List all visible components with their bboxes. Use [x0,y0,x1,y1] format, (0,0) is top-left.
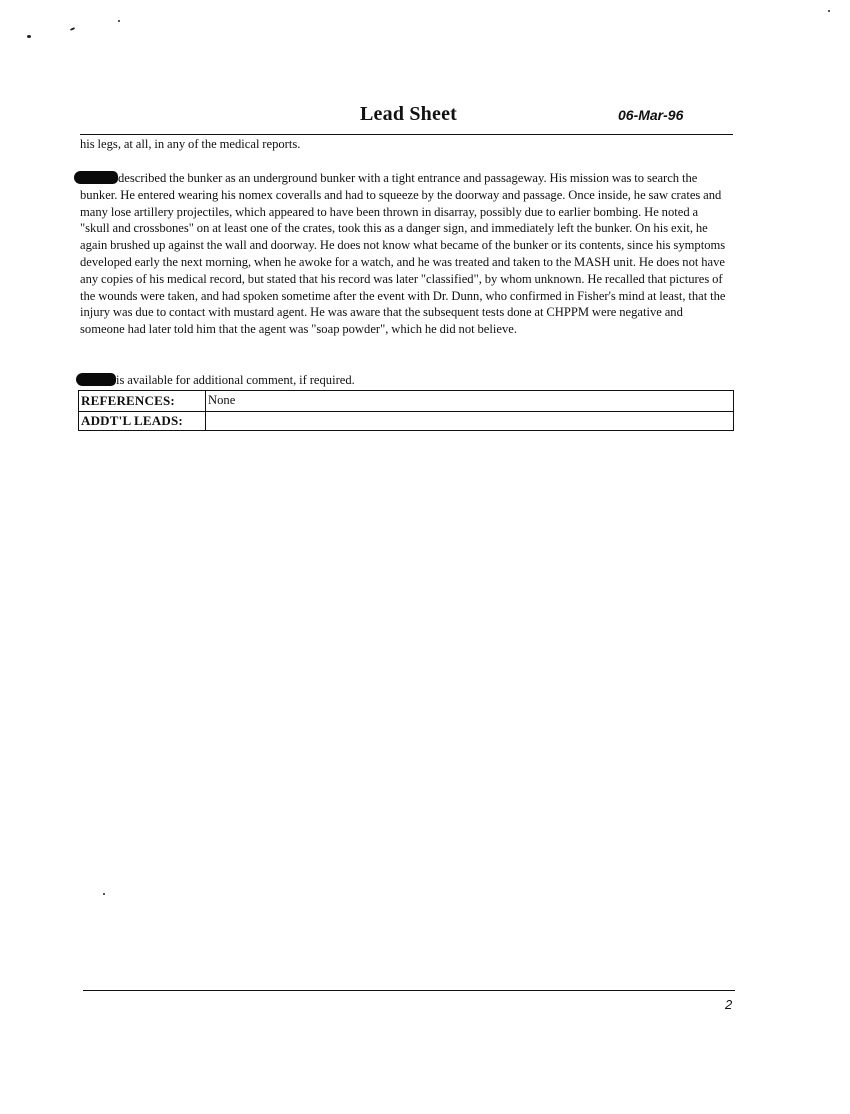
continuation-text: his legs, at all, in any of the medical reports. [80,137,301,151]
availability-text: is available for additional comment, if required. [116,373,355,387]
scan-speck [828,10,830,12]
references-value: None [208,393,236,407]
additional-leads-label: ADDT'L LEADS: [81,413,183,428]
references-label: REFERENCES: [81,393,175,408]
header-date: 06-Mar-96 [618,107,684,123]
main-paragraph [80,170,730,338]
main-paragraph-text: described the bunker as an underground bunker with a tight entrance and passageway. His mission was to search the bunker. He entered wearing his nomex coveralls and had to squeeze by the doorway and passage. Once inside, he saw crates and many lose artillery projectiles, which appeared to have been thrown in disarray, possibly due to earlier bombing. He noted a "skull and crossbones" on at least one of the crates, took this as a danger sign, and immediately left the bunker. On his exit, he again brushed up against the wall and doorway. He does not know what became of the bunker or its contents, since his symptoms developed early the next morning, when he awoke for a watch, and he was treated and taken to the MASH unit. He does not have any copies of his medical record, but stated that his record was later "classified", by whom unknown. He recalled that pictures of the wounds were taken, and had spoken sometime after the event with Dr. Dunn, who confirmed in Fisher's mind at least, that the injury was due to contact with mustard agent. He was aware that the subsequent tests done at CHPPM were negative and someone had later told him that the agent was "soap powder", which he did not believe. [80,171,726,337]
additional-leads-row [79,411,733,431]
redaction-mark [74,171,118,184]
availability-paragraph [80,372,730,389]
page-header [80,100,733,135]
references-table [78,390,734,431]
footer-rule [83,990,735,991]
table-column-divider [205,391,206,430]
scan-speck [103,893,105,895]
redaction-mark [76,373,116,386]
scan-speck [118,20,120,22]
page-number: 2 [725,997,733,1012]
scan-speck [27,35,31,38]
page-title: Lead Sheet [360,103,457,125]
references-row [79,391,733,412]
continuation-paragraph [80,136,730,153]
scan-speck [70,27,75,31]
